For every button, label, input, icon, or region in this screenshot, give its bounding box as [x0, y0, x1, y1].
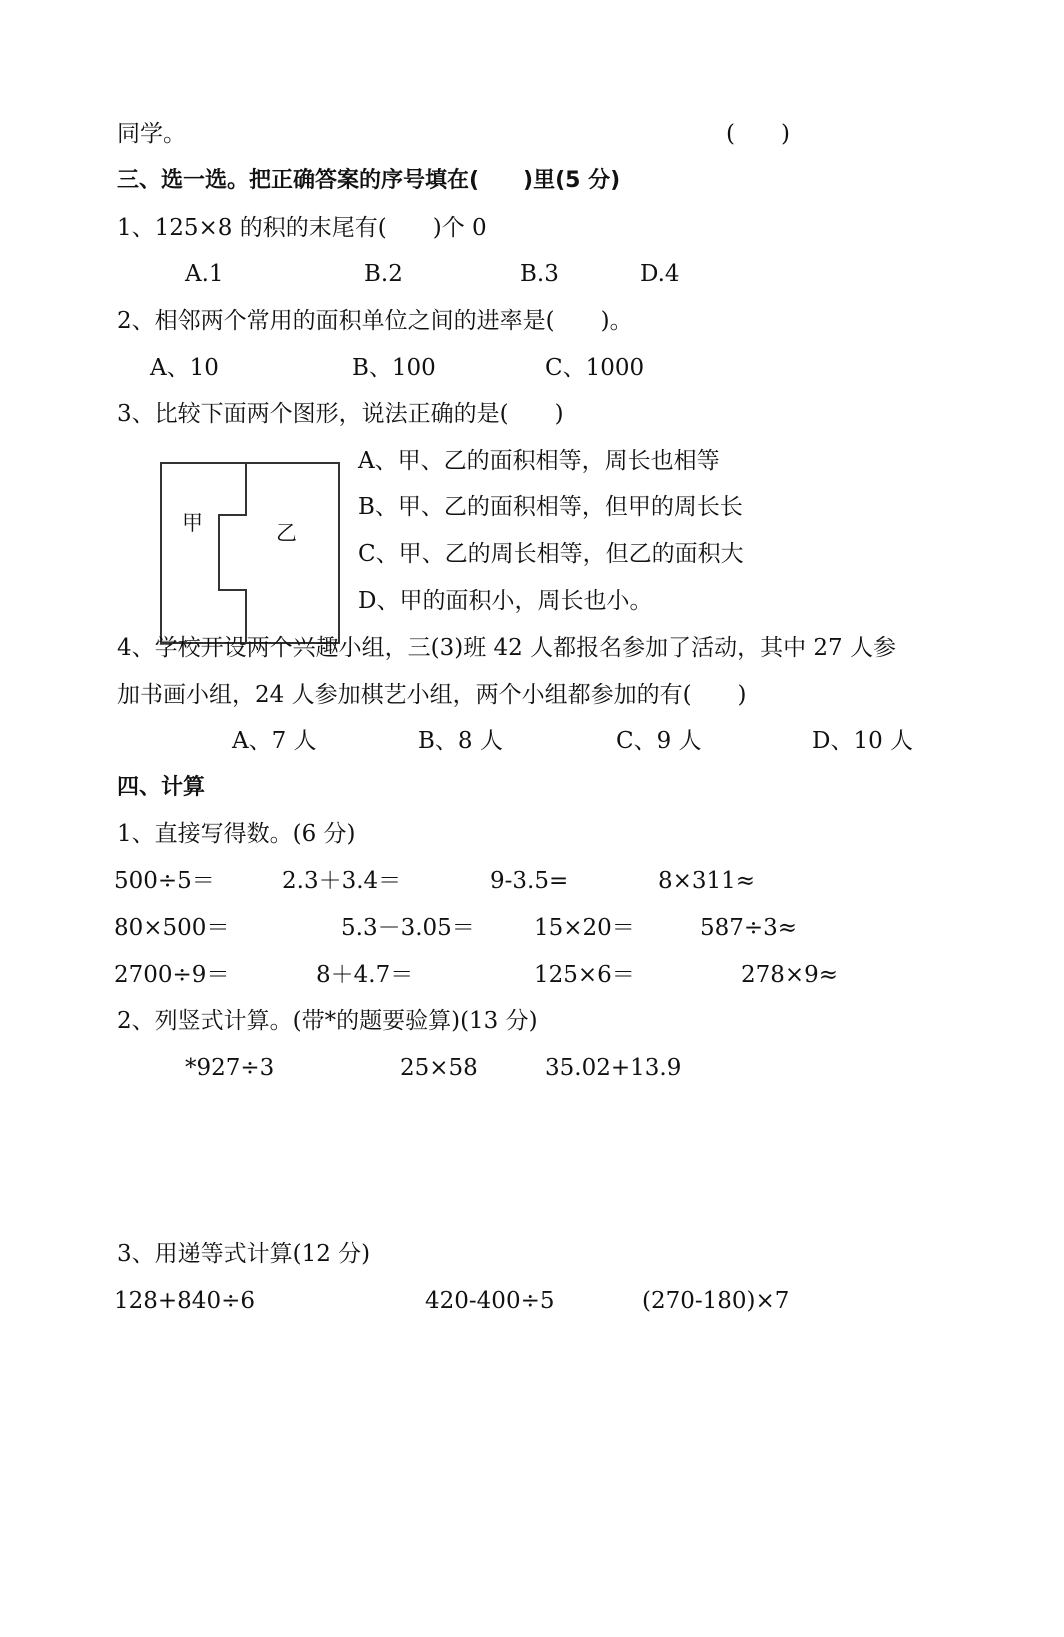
q2-stem: 2、相邻两个常用的面积单位之间的进率是( )。	[117, 308, 633, 334]
p1-r2-c4: 587÷3≈	[700, 915, 798, 941]
p3-title: 3、用递等式计算(12 分)	[117, 1241, 371, 1267]
q1-stem: 1、125×8 的积的末尾有( )个 0	[117, 215, 487, 241]
p3-item-2: 420-400÷5	[425, 1288, 555, 1314]
figure-label-yi: 乙	[276, 521, 297, 545]
p1-r2-c3: 15×20＝	[534, 915, 635, 941]
p3-item-3: (270-180)×7	[642, 1288, 790, 1314]
q2-option-b: B、100	[352, 355, 436, 381]
q3-stem: 3、比较下面两个图形，说法正确的是( )	[117, 401, 564, 427]
section4-heading: 四、计算	[117, 775, 206, 800]
q3-option-b: B、甲、乙的面积相等，但甲的周长长	[358, 494, 743, 520]
p1-r2-c2: 5.3－3.05＝	[341, 915, 475, 941]
q3-option-c: C、甲、乙的周长相等，但乙的面积大	[358, 541, 744, 567]
p3-item-1: 128+840÷6	[114, 1288, 255, 1314]
q1-option-b: B.2	[364, 261, 403, 287]
q4-option-c: C、9 人	[616, 728, 702, 754]
q3-option-d: D、甲的面积小，周长也小。	[358, 588, 653, 614]
q1-option-a: A.1	[185, 261, 224, 287]
p1-r1-c4: 8×311≈	[658, 868, 756, 894]
q4-option-d: D、10 人	[812, 728, 914, 754]
p1-r1-c3: 9-3.5=	[490, 868, 569, 894]
figure-label-jia: 甲	[182, 511, 203, 535]
p1-r2-c1: 80×500＝	[114, 915, 230, 941]
p1-r3-c1: 2700÷9＝	[114, 962, 230, 988]
section3-heading: 三、选一选。把正确答案的序号填在( )里(5 分)	[117, 168, 621, 193]
figure-outline	[161, 463, 339, 643]
p1-r3-c2: 8＋4.7＝	[316, 962, 414, 988]
continued-text: 同学。	[117, 121, 186, 147]
answer-paren: ( )	[726, 121, 790, 147]
p2-item-3: 35.02+13.9	[545, 1055, 682, 1081]
q1-option-d: D.4	[640, 261, 680, 287]
q4-option-b: B、8 人	[418, 728, 503, 754]
p2-item-1: *927÷3	[185, 1055, 275, 1081]
figure-divider	[219, 463, 246, 643]
p1-r3-c3: 125×6＝	[534, 962, 635, 988]
p2-title: 2、列竖式计算。(带*的题要验算)(13 分)	[117, 1008, 538, 1034]
p1-title: 1、直接写得数。(6 分)	[117, 821, 356, 847]
q2-option-c: C、1000	[545, 355, 645, 381]
p1-r3-c4: 278×9≈	[741, 962, 839, 988]
q4-stem-line1: 4、学校开设两个兴趣小组，三(3)班 42 人都报名参加了活动，其中 27 人参	[117, 635, 896, 661]
q2-option-a: A、10	[150, 355, 219, 381]
p2-item-2: 25×58	[400, 1055, 478, 1081]
q3-option-a: A、甲、乙的面积相等，周长也相等	[358, 448, 720, 474]
p1-r1-c1: 500÷5＝	[114, 868, 215, 894]
q4-stem-line2: 加书画小组，24 人参加棋艺小组，两个小组都参加的有( )	[117, 682, 747, 708]
p1-r1-c2: 2.3＋3.4＝	[282, 868, 402, 894]
comparison-figure	[160, 462, 344, 648]
q4-option-a: A、7 人	[232, 728, 317, 754]
q1-option-b2: B.3	[520, 261, 559, 287]
